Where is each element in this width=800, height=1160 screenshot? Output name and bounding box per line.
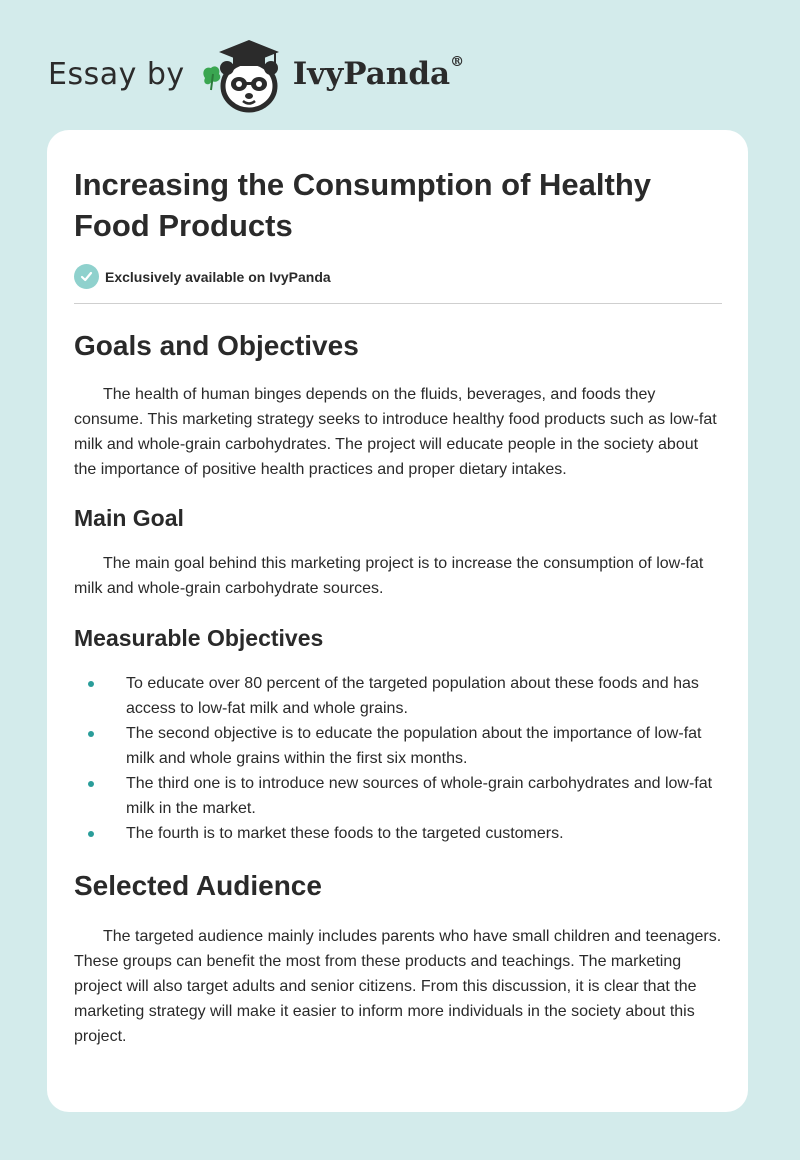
section-heading-main-goal: Main Goal bbox=[74, 505, 184, 531]
badge-text: Exclusively available on IvyPanda bbox=[105, 268, 331, 285]
document-title: Increasing the Consumption of Healthy Food Products bbox=[74, 167, 651, 243]
bullet-icon bbox=[88, 781, 94, 787]
bullet-icon bbox=[88, 731, 94, 737]
panda-logo-icon[interactable] bbox=[199, 34, 285, 114]
section-heading-selected-audience: Selected Audience bbox=[74, 870, 322, 901]
list-item: The third one is to introduce new sources of whole-grain carbohydrates and low-fat milk in the market. bbox=[74, 771, 722, 821]
check-circle-icon bbox=[74, 264, 99, 289]
section-heading-measurable-objectives: Measurable Objectives bbox=[74, 625, 324, 651]
objectives-list bbox=[74, 671, 722, 846]
ivy-leaf-icon bbox=[203, 66, 220, 90]
paragraph-selected-audience: The targeted audience mainly includes parents who have small children and teenagers. These groups can benefit the most from these products and teachings. The marketing project will also target adults and senior citizens. From this discussion, it is clear that the marketing strategy will make it easier to inform more individuals in the society about this project. bbox=[74, 928, 722, 1045]
essay-by-label: Essay by bbox=[48, 56, 185, 92]
list-item: The fourth is to market these foods to the targeted customers. bbox=[74, 821, 722, 846]
site-header bbox=[48, 34, 464, 114]
bullet-icon bbox=[88, 681, 94, 687]
section-heading-goals: Goals and Objectives bbox=[74, 330, 359, 361]
exclusive-badge bbox=[74, 264, 722, 289]
essay-card bbox=[47, 130, 748, 1112]
list-item: To educate over 80 percent of the targeted population about these foods and has access to low-fat milk and whole grains. bbox=[74, 671, 722, 721]
registered-mark: ® bbox=[450, 54, 465, 70]
paragraph-goals: The health of human binges depends on the fluids, beverages, and foods they consume. This marketing strategy seeks to introduce healthy food products such as low-fat milk and whole-grain carbohydrates. The project will educate people in the society about the importance of positive health practices and proper dietary intakes. bbox=[74, 386, 717, 478]
bullet-icon bbox=[88, 831, 94, 837]
list-item: The second objective is to educate the population about the importance of low-fat milk and whole grains within the first six months. bbox=[74, 721, 722, 771]
title-divider bbox=[74, 303, 722, 304]
brand-name[interactable]: IvyPanda® bbox=[292, 54, 465, 92]
paragraph-main-goal: The main goal behind this marketing project is to increase the consumption of low-fat milk and whole-grain carbohydrate sources. bbox=[74, 555, 704, 597]
